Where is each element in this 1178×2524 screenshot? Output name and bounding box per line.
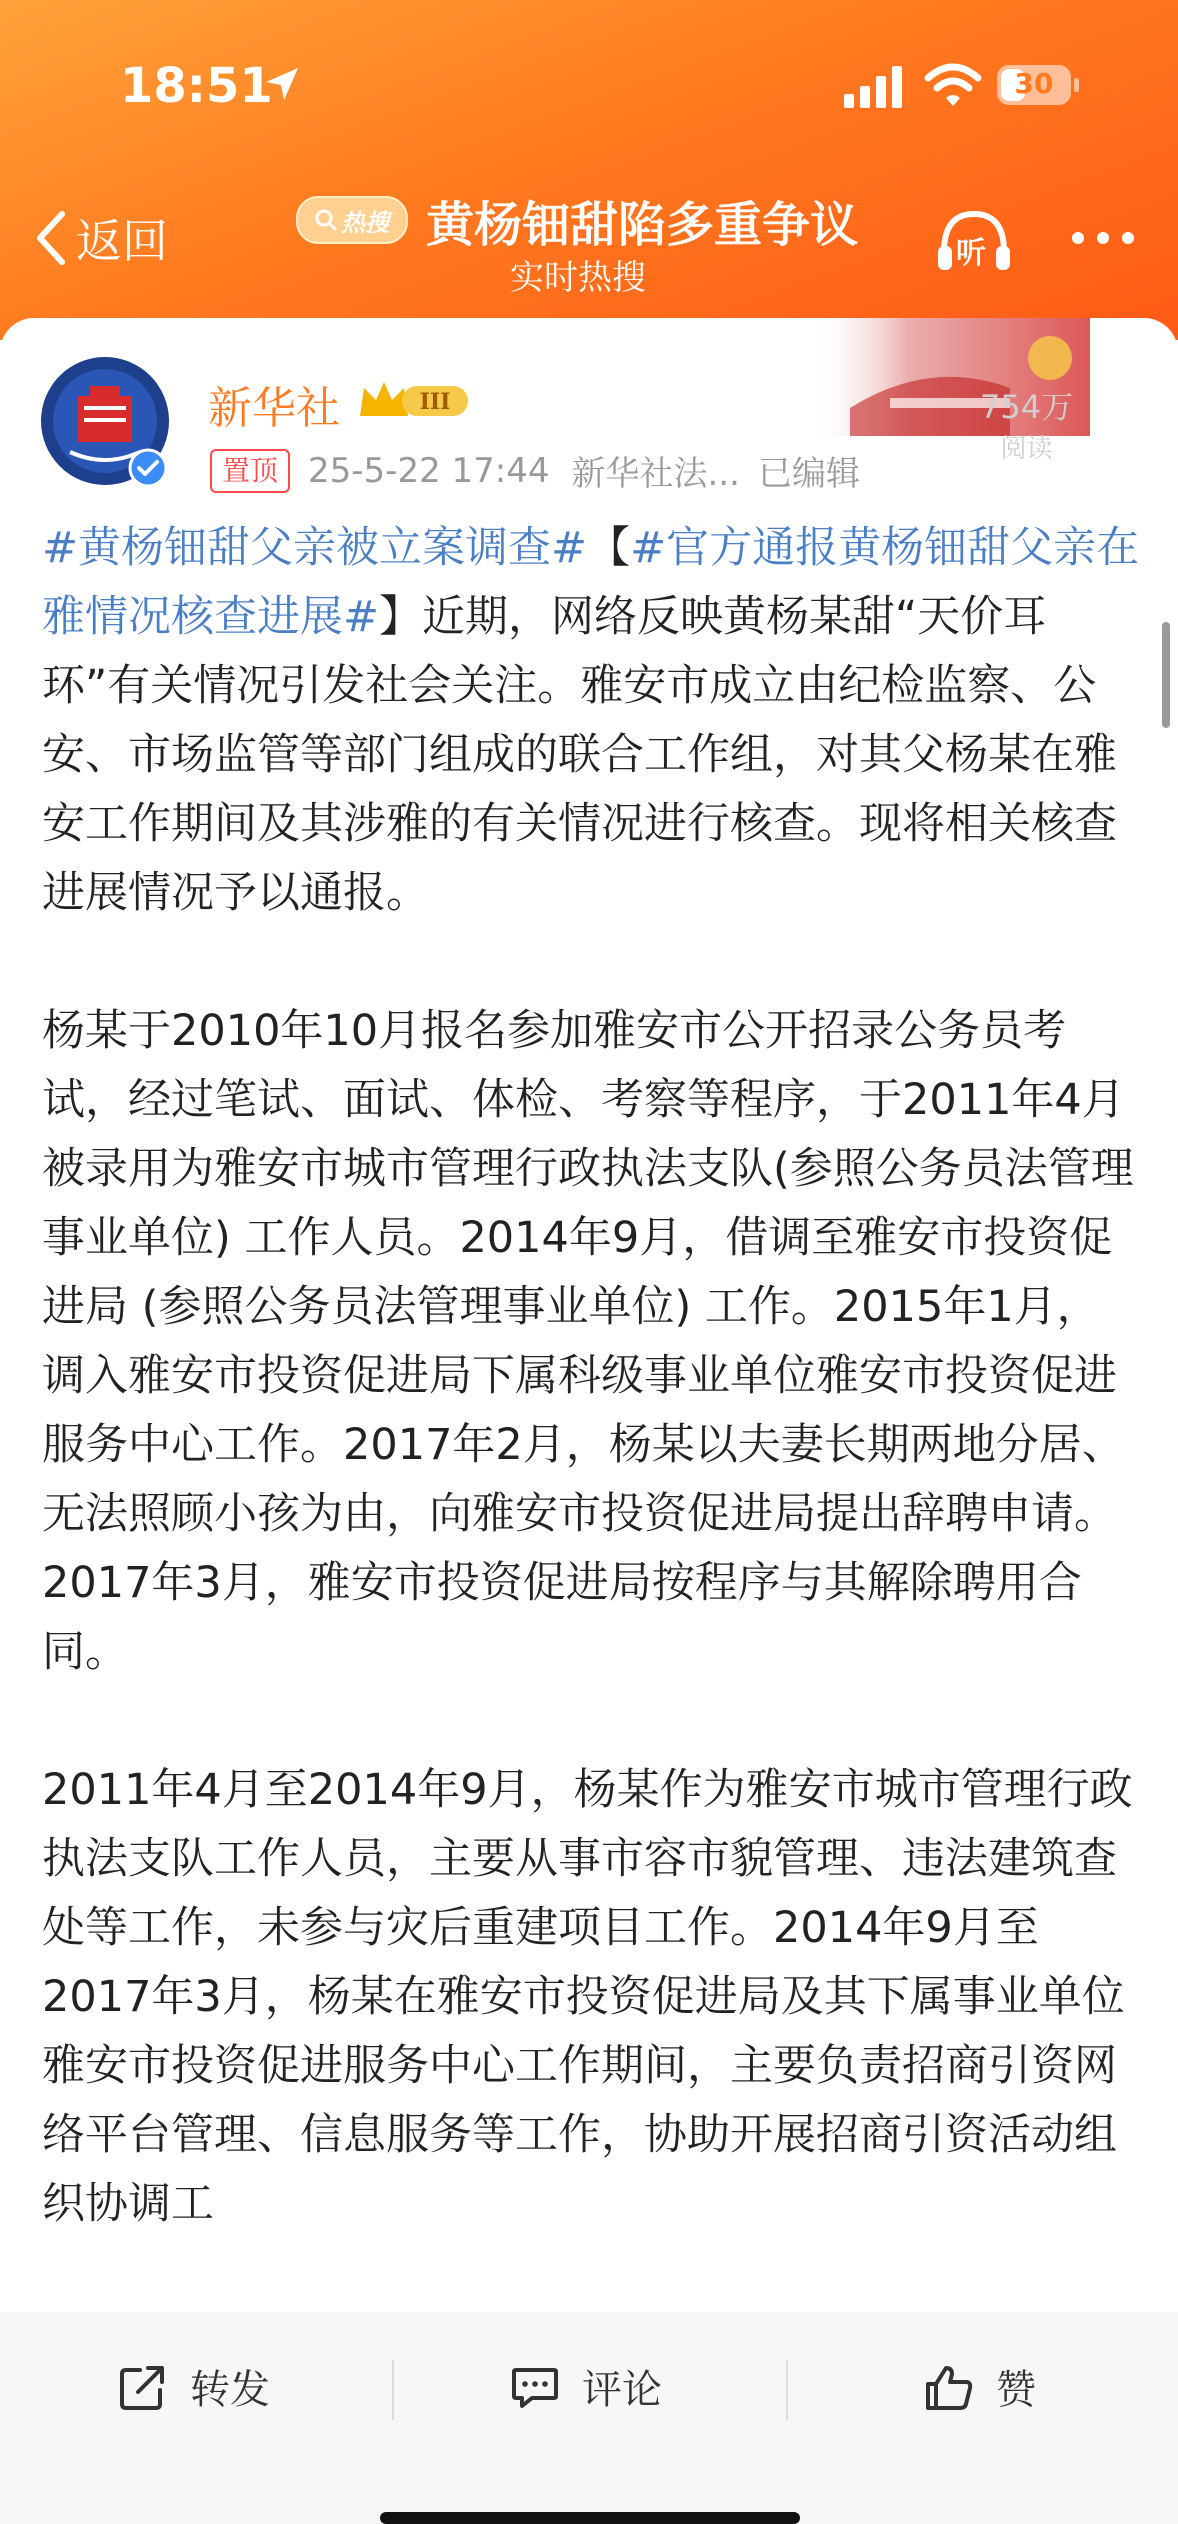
back-label: 返回: [76, 214, 168, 268]
wifi-icon: [924, 62, 982, 108]
listen-label: 听: [956, 236, 986, 271]
pinned-badge: 置顶: [210, 449, 290, 493]
search-icon: [315, 209, 337, 231]
page-title: 黄杨钿甜陷多重争议: [426, 197, 859, 253]
hashtag-2[interactable]: #官方通报黄杨钿甜父亲在雅情况核查进展#: [42, 523, 1140, 642]
post-content: [42, 514, 1142, 2239]
svg-text:III: III: [419, 389, 451, 415]
more-options-icon[interactable]: [1070, 228, 1136, 248]
battery-indicator: [996, 64, 1080, 106]
paragraph-3: 2011年4月至2014年9月，杨某作为雅安市城市管理行政执法支队工作人员，主要从事市容市貌管理、违法建筑查处等工作，未参与灾后重建项目工作。2014年9月至2017年3月，杨某在雅安市投资促进局及其下属事业单位雅安市投资促进服务中心工作期间，主要负责招商引资网络平台管理、信息服务等工作，协助开展招商引资活动组织协调工: [42, 1765, 1133, 2229]
location-arrow-icon: [262, 64, 302, 104]
hot-search-badge: [296, 196, 408, 244]
battery-level: 30: [1014, 67, 1054, 100]
thumbs-up-icon: [924, 2362, 974, 2412]
status-time: 18:51: [120, 58, 273, 114]
bottom-action-bar: [0, 2312, 1178, 2524]
paragraph-1-text: 】近期，网络反映黄杨某甜“天价耳环”有关情况引发社会关注。雅安市成立由纪检监察、公安、市场监管等部门组成的联合工作组，对其父杨某在雅安工作期间及其涉雅的有关情况进行核查。现将相关核查进展情况予以通报。: [42, 592, 1117, 918]
like-label: 赞: [996, 2367, 1036, 2413]
listen-button[interactable]: [936, 208, 1012, 274]
comment-label: 评论: [582, 2367, 662, 2413]
repost-button[interactable]: [118, 2358, 270, 2415]
paragraph-1: [42, 514, 1142, 928]
read-count: [980, 382, 1073, 465]
member-crown-icon: [356, 376, 472, 424]
verified-badge-icon: [128, 448, 168, 488]
home-indicator[interactable]: [380, 2512, 800, 2524]
hashtag-1[interactable]: #黄杨钿甜父亲被立案调查#: [42, 523, 588, 573]
comment-icon: [510, 2362, 560, 2412]
top-header: [0, 0, 1178, 340]
hot-badge-label: 热搜: [341, 208, 389, 237]
divider: [392, 2360, 394, 2420]
post-time: 25-5-22 17:44: [308, 450, 550, 491]
scrollbar[interactable]: [1162, 622, 1170, 728]
bracket-open: 【: [587, 523, 631, 573]
chevron-left-icon: [34, 208, 68, 268]
read-count-label: 阅读: [1000, 434, 1053, 464]
like-button[interactable]: [924, 2358, 1036, 2415]
back-button[interactable]: [34, 205, 168, 271]
divider: [786, 2360, 788, 2420]
cellular-signal-icon: [844, 66, 906, 108]
post-source: 新华社法...: [571, 454, 740, 494]
comment-button[interactable]: [510, 2358, 662, 2415]
read-count-number: 754万: [980, 388, 1074, 426]
edited-label[interactable]: 已编辑: [757, 454, 860, 494]
share-icon: [118, 2362, 168, 2412]
post-meta: [210, 446, 860, 495]
paragraph-2: 杨某于2010年10月报名参加雅安市公开招录公务员考试，经过笔试、面试、体检、考察等程序，于2011年4月被录用为雅安市城市管理行政执法支队(参照公务员法管理事业单位) 工作人员。2014年9月，借调至雅安市投资促进局 (参照公务员法管理事业单位) 工作。2015年1月，调入雅安市投资促进局下属科级事业单位雅安市投资促进服务中心工作。2017年2月，杨某以夫妻长期两地分居、无法照顾小孩为由，向雅安市投资促进局提出辞聘申请。2017年3月，雅安市投资促进局按程序与其解除聘用合同。: [42, 1006, 1134, 1677]
repost-label: 转发: [190, 2367, 270, 2413]
author-name[interactable]: 新华社: [208, 383, 340, 434]
page-subtitle: 实时热搜: [510, 258, 646, 298]
post-card: [0, 318, 1178, 2524]
